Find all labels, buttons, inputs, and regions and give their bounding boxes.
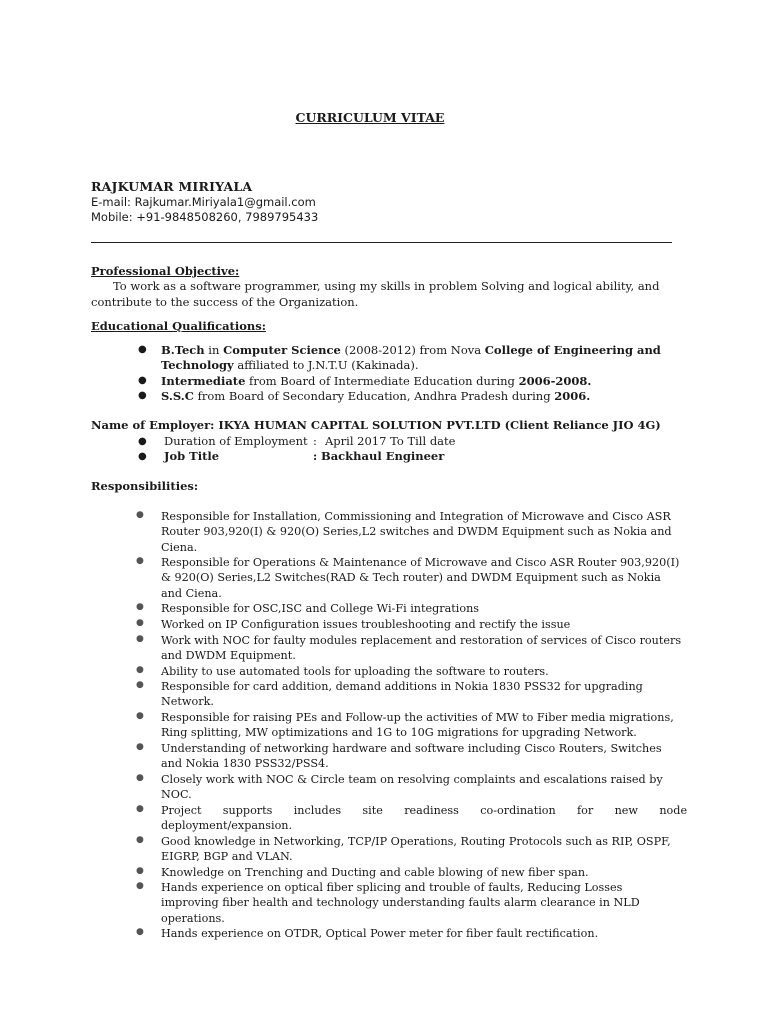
- bullet-icon: ●: [136, 510, 144, 520]
- responsibility-line: and Nokia 1830 PSS32/PSS4.: [161, 757, 329, 771]
- responsibility-line: Responsible for card addition, demand additions in Nokia 1830 PSS32 for upgrading: [161, 680, 643, 694]
- responsibility-line: Responsible for OSC,ISC and College Wi-Fi integrations: [161, 602, 480, 616]
- bullet-icon: ●: [138, 436, 147, 447]
- responsibility-line: Work with NOC for faulty modules replacement and restoration of services of Cisco routers: [161, 633, 682, 647]
- responsibilities-heading: Responsibilities:: [91, 479, 199, 493]
- responsibility-item: [161, 710, 674, 741]
- bullet-icon: ●: [136, 556, 144, 567]
- bullet-icon: ●: [136, 664, 144, 675]
- objective-line-1: To work as a software programmer, using my skills in problem Solving and logical ability, and: [113, 279, 660, 293]
- responsibility-line: Responsible for Installation, Commissioning and Integration of Microwave and Cisco ASR: [161, 510, 671, 523]
- bullet-icon: ●: [136, 881, 144, 892]
- edu-text: (2008-2012) from Nova: [340, 343, 485, 357]
- responsibility-line: Understanding of networking hardware and software including Cisco Routers, Switches: [161, 741, 662, 755]
- bullet-icon: ●: [136, 741, 144, 752]
- objective-line-2: contribute to the success of the Organization.: [91, 295, 359, 309]
- bullet-icon: ●: [136, 834, 144, 845]
- responsibility-line: Responsible for Operations & Maintenance of Microwave and Cisco ASR Router 903,920(I): [161, 556, 680, 570]
- duration-value: April 2017 To Till date: [325, 434, 456, 448]
- edu-text: from Board of Intermediate Education during: [245, 374, 519, 388]
- college-name: College of Engineering and: [484, 343, 661, 357]
- responsibility-line: Router 903,920(I) & 920(O) Series,L2 switches and DWDM Equipment such as Nokia and: [161, 525, 672, 539]
- responsibility-line: Hands experience on OTDR, Optical Power meter for fiber fault rectification.: [161, 927, 599, 941]
- bullet-icon: ●: [138, 451, 147, 462]
- responsibility-line: Network.: [161, 695, 214, 709]
- objective-heading: Professional Objective:: [91, 264, 240, 278]
- responsibility-line: and Ciena.: [161, 586, 222, 600]
- degree-name: Intermediate: [161, 374, 246, 388]
- degree-field: Computer Science: [223, 343, 341, 357]
- education-heading: Educational Qualifications:: [91, 319, 266, 333]
- responsibility-item: [161, 555, 680, 601]
- job-title-value: Backhaul Engineer: [321, 449, 445, 463]
- education-item: [161, 343, 681, 373]
- bullet-icon: ●: [138, 375, 147, 386]
- candidate-name: RAJKUMAR MIRIYALA: [91, 179, 253, 194]
- responsibility-line: and DWDM Equipment.: [161, 648, 296, 662]
- responsibility-line: operations.: [161, 911, 225, 925]
- responsibility-line: & 920(O) Series,L2 Switches(RAD & Tech router) and DWDM Equipment such as Nokia: [161, 571, 661, 585]
- responsibility-item: [161, 772, 674, 803]
- bullet-icon: ●: [136, 803, 144, 814]
- job-title-separator: :: [313, 449, 318, 463]
- responsibility-item: [161, 509, 674, 555]
- responsibility-line: Ring splitting, MW optimizations and 1G to 10G migrations for upgrading Network.: [161, 726, 637, 740]
- bullet-icon: ●: [138, 344, 147, 355]
- responsibility-item: [161, 741, 674, 772]
- mobile-line: Mobile: +91-9848508260, 7989795433: [91, 210, 319, 224]
- bullet-icon: ●: [136, 927, 144, 938]
- responsibility-item: [161, 664, 674, 679]
- bullet-icon: ●: [136, 711, 144, 721]
- document-title: CURRICULUM VITAE: [295, 110, 445, 125]
- bullet-icon: ●: [136, 602, 144, 613]
- duration-label: Duration of Employment: [164, 434, 308, 448]
- responsibility-line: Ability to use automated tools for uploading the software to routers.: [161, 664, 549, 678]
- bullet-icon: ●: [136, 865, 144, 876]
- responsibility-line: improving fiber health and technology understanding faults alarm clearance in NLD: [161, 896, 640, 910]
- responsibility-item: [161, 633, 682, 664]
- responsibility-line: Responsible for raising PEs and Follow-up the activities of MW to Fiber media migrations,: [161, 711, 674, 724]
- objective-text: [91, 278, 691, 310]
- responsibility-item: [161, 880, 674, 926]
- responsibility-line: Hands experience on optical fiber splicing and trouble of faults, Reducing Losses: [161, 881, 623, 895]
- responsibility-line: EIGRP, BGP and VLAN.: [161, 849, 293, 863]
- degree-name: S.S.C: [161, 389, 194, 403]
- bullet-icon: ●: [138, 390, 147, 401]
- edu-text: affiliated to J.N.T.U (Kakinada).: [233, 358, 419, 372]
- responsibility-item: [161, 803, 688, 834]
- degree-name: B.Tech: [161, 343, 205, 357]
- responsibility-line: Good knowledge in Networking, TCP/IP Operations, Routing Protocols such as RIP, OSPF,: [161, 834, 671, 848]
- bullet-icon: ●: [136, 772, 144, 783]
- edu-years: 2006.: [554, 389, 591, 403]
- edu-text: in: [204, 343, 224, 357]
- responsibility-item: [161, 617, 674, 632]
- responsibility-item: [161, 601, 674, 616]
- email-line: E-mail: Rajkumar.Miriyala1@gmail.com: [91, 195, 316, 209]
- responsibility-line: Project supports includes site readiness co-ordination for new node: [161, 803, 688, 817]
- duration-separator: :: [313, 434, 317, 448]
- edu-text: from Board of Secondary Education, Andhra Pradesh during: [193, 389, 555, 403]
- college-name-cont: Technology: [161, 358, 234, 372]
- responsibility-item: [161, 865, 674, 880]
- edu-years: 2006-2008.: [518, 374, 592, 388]
- education-item: [161, 374, 681, 389]
- responsibility-line: NOC.: [161, 788, 192, 802]
- responsibility-line: Ciena.: [161, 540, 198, 554]
- education-item: [161, 389, 681, 404]
- responsibility-item: [161, 926, 674, 941]
- employer-line: Name of Employer: IKYA HUMAN CAPITAL SOLUTION PVT.LTD (Client Reliance JIO 4G): [91, 418, 661, 432]
- responsibility-item: [161, 679, 674, 710]
- responsibility-line: Knowledge on Trenching and Ducting and cable blowing of new fiber span.: [161, 865, 589, 879]
- bullet-icon: ●: [136, 680, 144, 691]
- responsibility-line: deployment/expansion.: [161, 818, 293, 832]
- responsibility-item: [161, 834, 674, 865]
- job-title-label: Job Title: [164, 449, 220, 463]
- responsibility-line: Closely work with NOC & Circle team on resolving complaints and escalations raised by: [161, 772, 663, 786]
- bullet-icon: ●: [136, 633, 144, 644]
- responsibility-line: Worked on IP Configuration issues troubleshooting and rectify the issue: [161, 618, 571, 631]
- divider-line: [91, 242, 672, 243]
- bullet-icon: ●: [136, 618, 144, 628]
